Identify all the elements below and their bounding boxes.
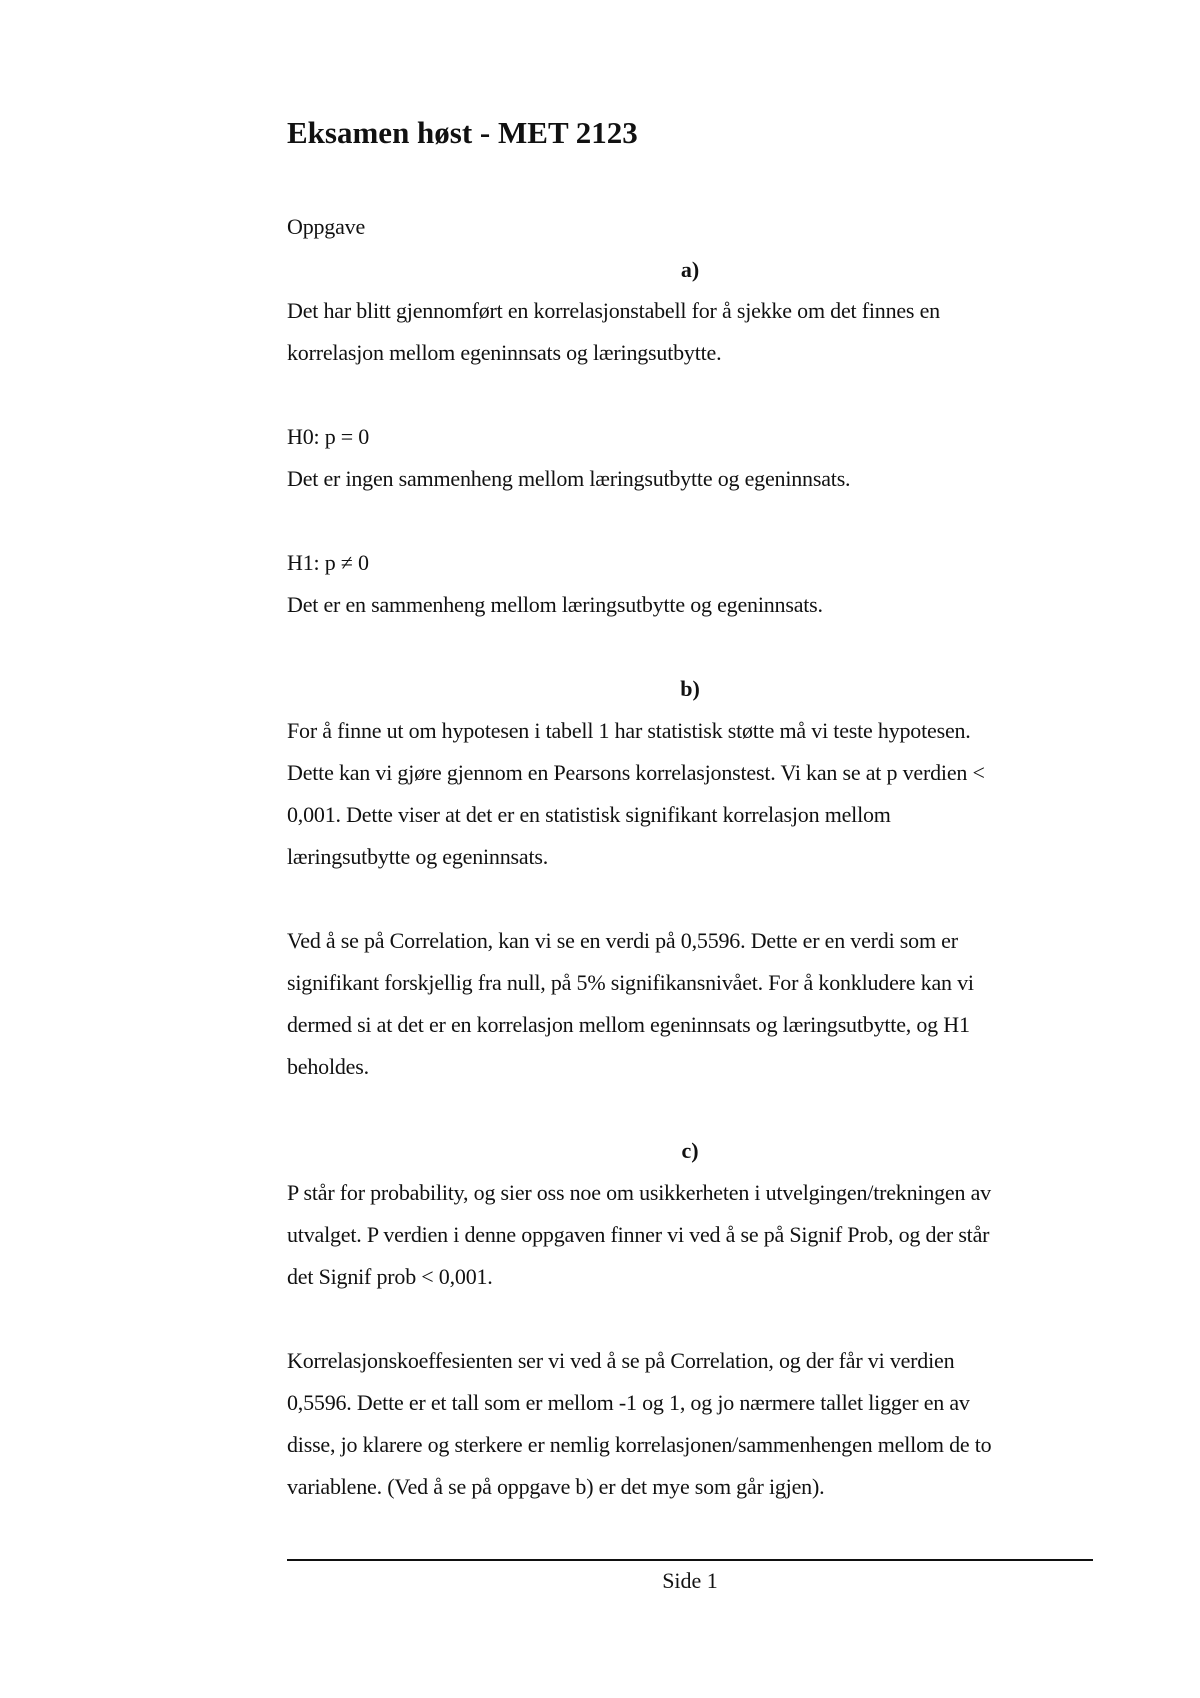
- section-b-line: Ved å se på Correlation, kan vi se en verdi på 0,5596. Dette er en verdi som er: [287, 928, 958, 953]
- hypothesis-h0: H0: p = 0: [287, 424, 370, 449]
- section-b-line: For å finne ut om hypotesen i tabell 1 har statistisk støtte må vi teste hypotesen.: [287, 718, 971, 743]
- section-c-line: variablene. (Ved å se på oppgave b) er det mye som går igjen).: [287, 1474, 825, 1499]
- page-number: Side 1: [662, 1568, 718, 1593]
- task-label: Oppgave: [287, 214, 366, 239]
- hypothesis-h1: H1: p ≠ 0: [287, 550, 369, 575]
- section-b-line: signifikant forskjellig fra null, på 5% signifikansnivået. For å konkludere kan vi: [287, 970, 974, 995]
- section-a-line: korrelasjon mellom egeninnsats og læringsutbytte.: [287, 340, 722, 365]
- document-title: Eksamen høst - MET 2123: [287, 115, 638, 150]
- section-b-line: dermed si at det er en korrelasjon mellom egeninnsats og læringsutbytte, og H1: [287, 1012, 970, 1037]
- section-b-line: Dette kan vi gjøre gjennom en Pearsons korrelasjonstest. Vi kan se at p verdien <: [287, 760, 985, 785]
- section-b-line: beholdes.: [287, 1054, 369, 1079]
- section-c-line: Korrelasjonskoeffesienten ser vi ved å se på Correlation, og der får vi verdien: [287, 1348, 955, 1373]
- section-c-line: utvalget. P verdien i denne oppgaven finner vi ved å se på Signif Prob, og der står: [287, 1222, 990, 1247]
- hypothesis-h1-text: Det er en sammenheng mellom læringsutbytte og egeninnsats.: [287, 592, 823, 617]
- section-c-line: 0,5596. Dette er et tall som er mellom -1 og 1, og jo nærmere tallet ligger en av: [287, 1390, 970, 1415]
- hypothesis-h0-text: Det er ingen sammenheng mellom læringsutbytte og egeninnsats.: [287, 466, 851, 491]
- footer-divider: [287, 1559, 1093, 1561]
- section-c-line: P står for probability, og sier oss noe om usikkerheten i utvelgingen/trekningen av: [287, 1180, 991, 1205]
- section-c-heading: c): [681, 1138, 699, 1163]
- section-b-line: læringsutbytte og egeninnsats.: [287, 844, 549, 869]
- section-b-heading: b): [680, 676, 700, 701]
- section-c-line: det Signif prob < 0,001.: [287, 1264, 493, 1289]
- section-a-line: Det har blitt gjennomført en korrelasjonstabell for å sjekke om det finnes en: [287, 298, 940, 323]
- section-a-heading: a): [680, 257, 700, 282]
- section-c-line: disse, jo klarere og sterkere er nemlig korrelasjonen/sammenhengen mellom de to: [287, 1432, 992, 1457]
- section-b-line: 0,001. Dette viser at det er en statistisk signifikant korrelasjon mellom: [287, 802, 891, 827]
